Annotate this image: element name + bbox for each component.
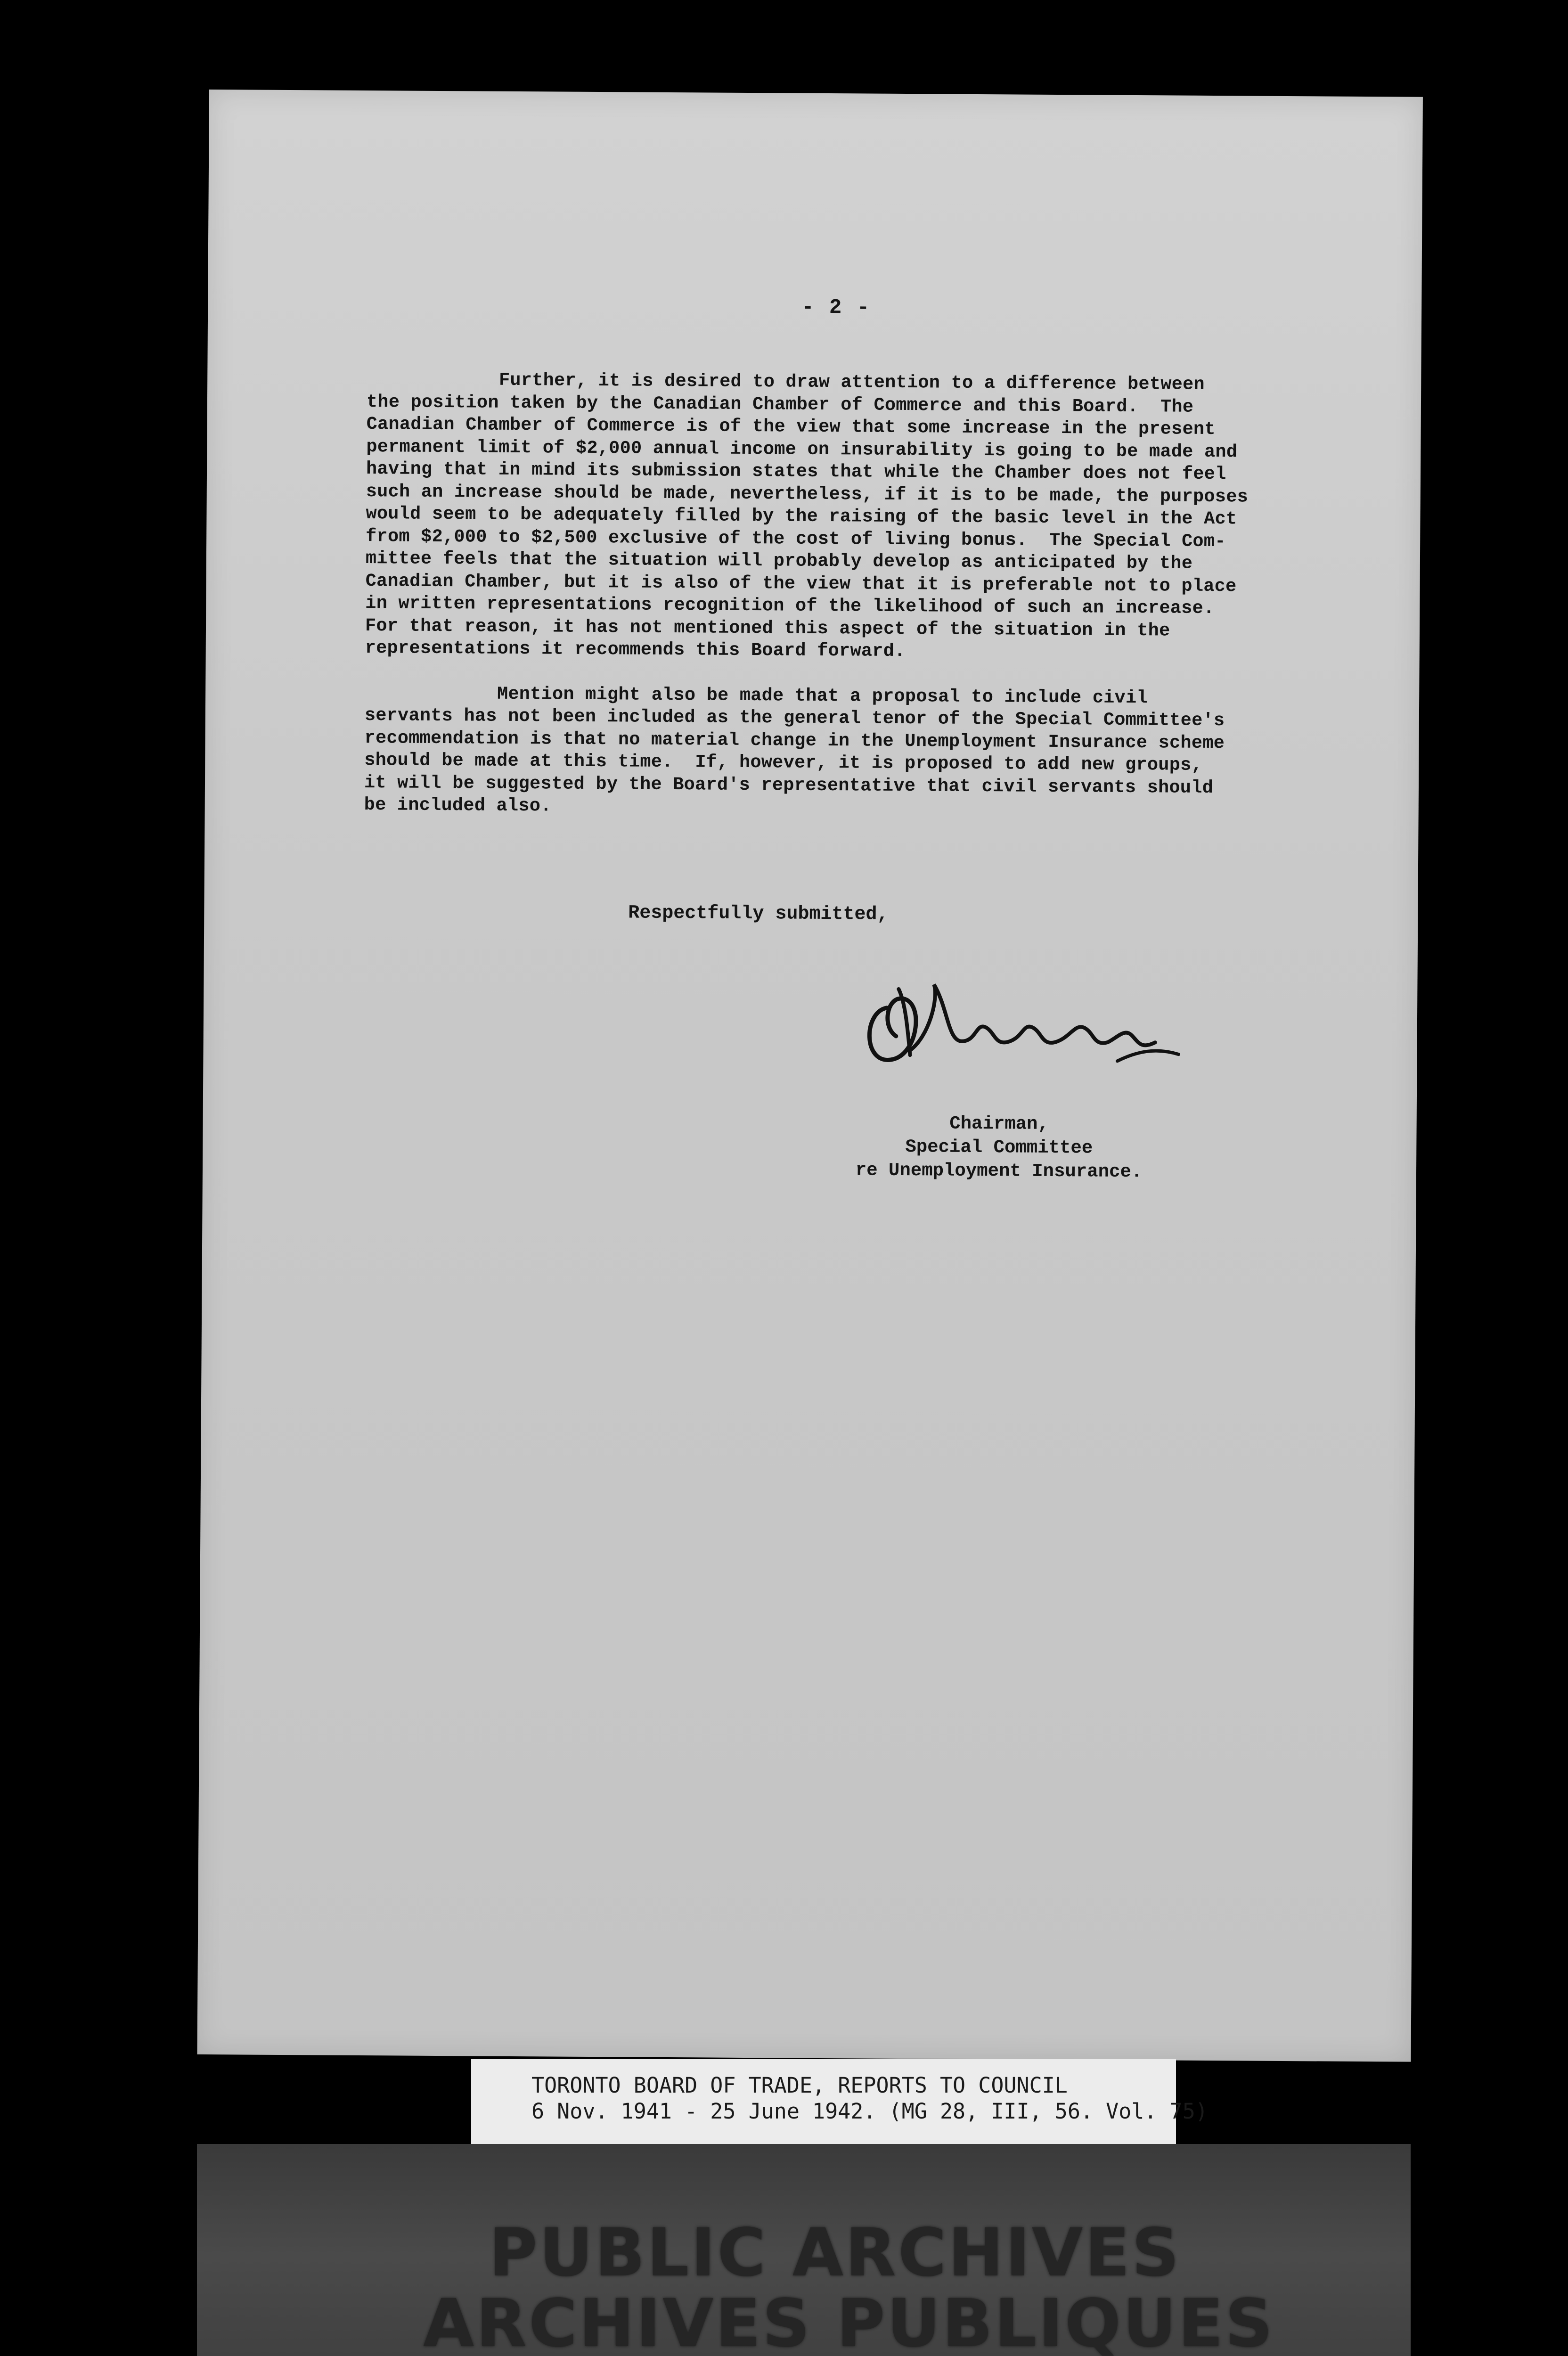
stamp-line: ARCHIVES PUBLIQUES <box>423 2285 1275 2356</box>
paragraph-2: Mention might also be made that a proposal to include civil servants has not been included as the general tenor of the Special Committee's recommendation is that no material change in the Unemployment Insurance scheme should be made at this time. If, however, it is proposed to add new groups, it will be suggested by the Board's representative that civil servants should be included also. <box>364 682 1225 817</box>
signer-title-block <box>829 1111 1169 1184</box>
archive-label-line: TORONTO BOARD OF TRADE, REPORTS TO COUNCIL <box>531 2073 1068 2098</box>
handwritten-signature <box>853 970 1184 1075</box>
page-number: - 2 - <box>801 295 871 320</box>
stamp-line: PUBLIC ARCHIVES <box>489 2215 1181 2291</box>
archive-label-line: 6 Nov. 1941 - 25 June 1942. (MG 28, III, 56. Vol. 75) <box>531 2099 1208 2124</box>
signer-title-line: Special Committee <box>905 1137 1093 1159</box>
paragraph-1: Further, it is desired to draw attention to a difference between the position taken by the Canadian Chamber of Commerce and this Board. The Canadian Chamber of Commerce is of the view that some increase in the present permanent limit of $2,000 annual income on insurability is going to be made and having that in mind its submission states that while the Chamber does not feel such an increase should be made, nevertheless, if it is to be made, the purposes would seem to be adequately filled by the raising of the basic level in the Act from $2,000 to $2,500 exclusive of the cost of living bonus. The Special Com- mittee feels that the situation will probably develop as anticipated by the Canadian Chamber, but it is also of the view that it is preferable not to place in written representations recognition of the likelihood of such an increase. For that reason, it has not mentioned this aspect of the situation in the representations it recommends this Board forward. <box>365 369 1249 662</box>
document-page <box>197 90 1423 2062</box>
archives-stamp <box>197 2144 1411 2356</box>
closing-line: Respectfully submitted, <box>628 902 889 925</box>
archive-reference-label <box>471 2059 1208 2144</box>
letter-body <box>364 368 1347 822</box>
signer-title-line: Chairman, <box>949 1113 1049 1135</box>
signer-title-line: re Unemployment Insurance. <box>855 1160 1143 1183</box>
